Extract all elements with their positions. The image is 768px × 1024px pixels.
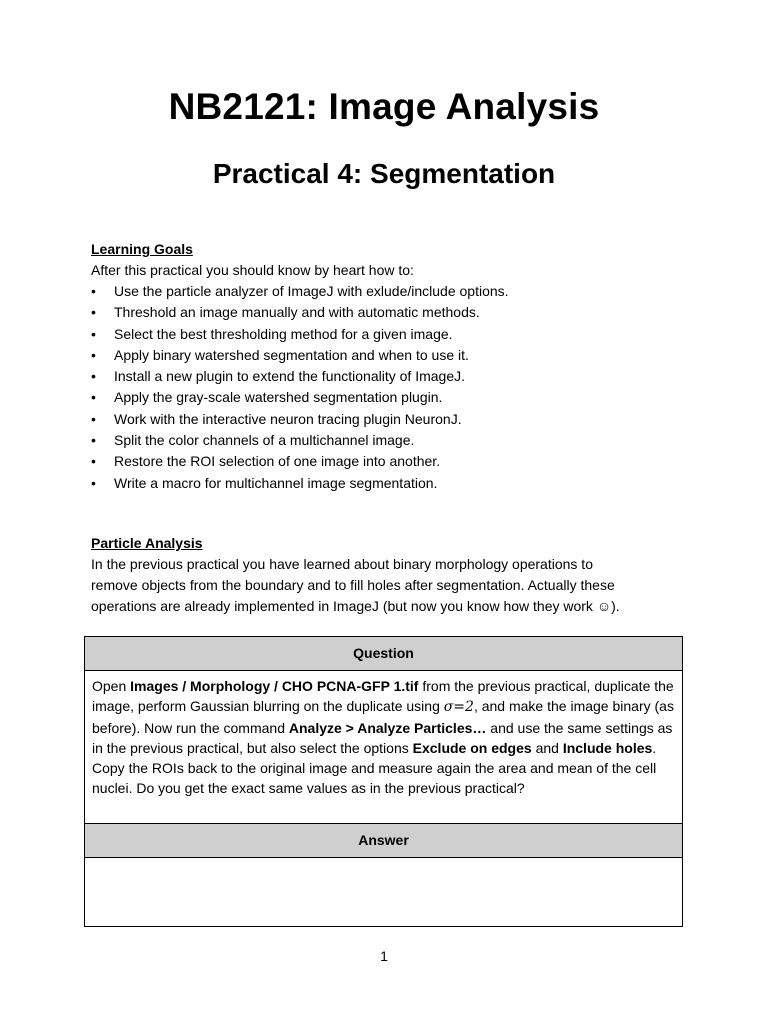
goal-item: • Write a macro for multichannel image segmentation. (91, 473, 691, 494)
learning-goals-heading: Learning Goals (91, 241, 193, 257)
answer-field[interactable] (85, 858, 682, 926)
learning-goals-intro: After this practical you should know by heart how to: (91, 262, 414, 278)
learning-goals-section (91, 239, 691, 494)
answer-header: Answer (85, 824, 682, 858)
paragraph-line: remove objects from the boundary and to fill holes after segmentation. Actually these (91, 577, 615, 593)
particle-analysis-section (91, 533, 691, 617)
bullet-icon: • (91, 474, 96, 491)
bullet-icon: • (91, 283, 96, 299)
goal-item: • Install a new plugin to extend the functionality of ImageJ. (91, 366, 691, 387)
bullet-icon: • (91, 453, 96, 470)
bullet-icon: • (91, 368, 96, 385)
bullet-icon: • (91, 346, 96, 363)
bullet-icon: • (91, 389, 96, 406)
particle-analysis-heading: Particle Analysis (91, 535, 203, 551)
bullet-icon: • (91, 410, 96, 427)
document-subtitle: Practical 4: Segmentation (212, 158, 556, 189)
question-answer-box (84, 636, 683, 927)
goal-item: • Restore the ROI selection of one image into another. (91, 451, 691, 472)
goal-item: • Use the particle analyzer of ImageJ with exlude/include options. (91, 281, 691, 302)
file-path: Images / Morphology / CHO PCNA-GFP 1.tif (130, 678, 419, 694)
goal-item: • Apply binary watershed segmentation and when to use it. (91, 345, 691, 366)
goal-item: • Work with the interactive neuron tracing plugin NeuronJ. (91, 409, 691, 430)
option-include-holes: Include holes (562, 739, 653, 756)
goal-item: • Select the best thresholding method for a given image. (91, 324, 691, 345)
bullet-icon: • (91, 432, 96, 449)
bullet-icon: • (91, 304, 96, 321)
goal-item: • Threshold an image manually and with automatic methods. (91, 302, 691, 323)
sigma-formula: σ=2 (443, 699, 474, 716)
document-title: NB2121: Image Analysis (168, 86, 600, 127)
goal-item: • Apply the gray-scale watershed segmentation plugin. (91, 387, 691, 408)
question-text: Open Images / Morphology / CHO PCNA-GFP 1.tif from the previous practical, duplicate the image, perform Gaussian blurring on the duplicate using σ=2, and make the image binary (as before). Now run the command Analyze > Analyze Particles… and use the same settings as in the previous practical, but also select the options Exclude on edges and Include holes. Copy the ROIs back to the original image and measure again the area and mean of the cell nuclei. Do you get the exact same values as in the previous practical? (85, 671, 682, 824)
question-header: Question (85, 637, 682, 671)
page-number: 1 (380, 948, 388, 964)
learning-goals-list (91, 281, 691, 494)
menu-command: Analyze > Analyze Particles… (288, 719, 487, 736)
goal-item: • Split the color channels of a multichannel image. (91, 430, 691, 451)
paragraph-line: operations are already implemented in ImageJ (but now you know how they work ☺). (91, 598, 620, 614)
option-exclude-edges: Exclude on edges (412, 739, 532, 756)
paragraph-line: In the previous practical you have learned about binary morphology operations to (91, 556, 593, 572)
bullet-icon: • (91, 325, 96, 342)
